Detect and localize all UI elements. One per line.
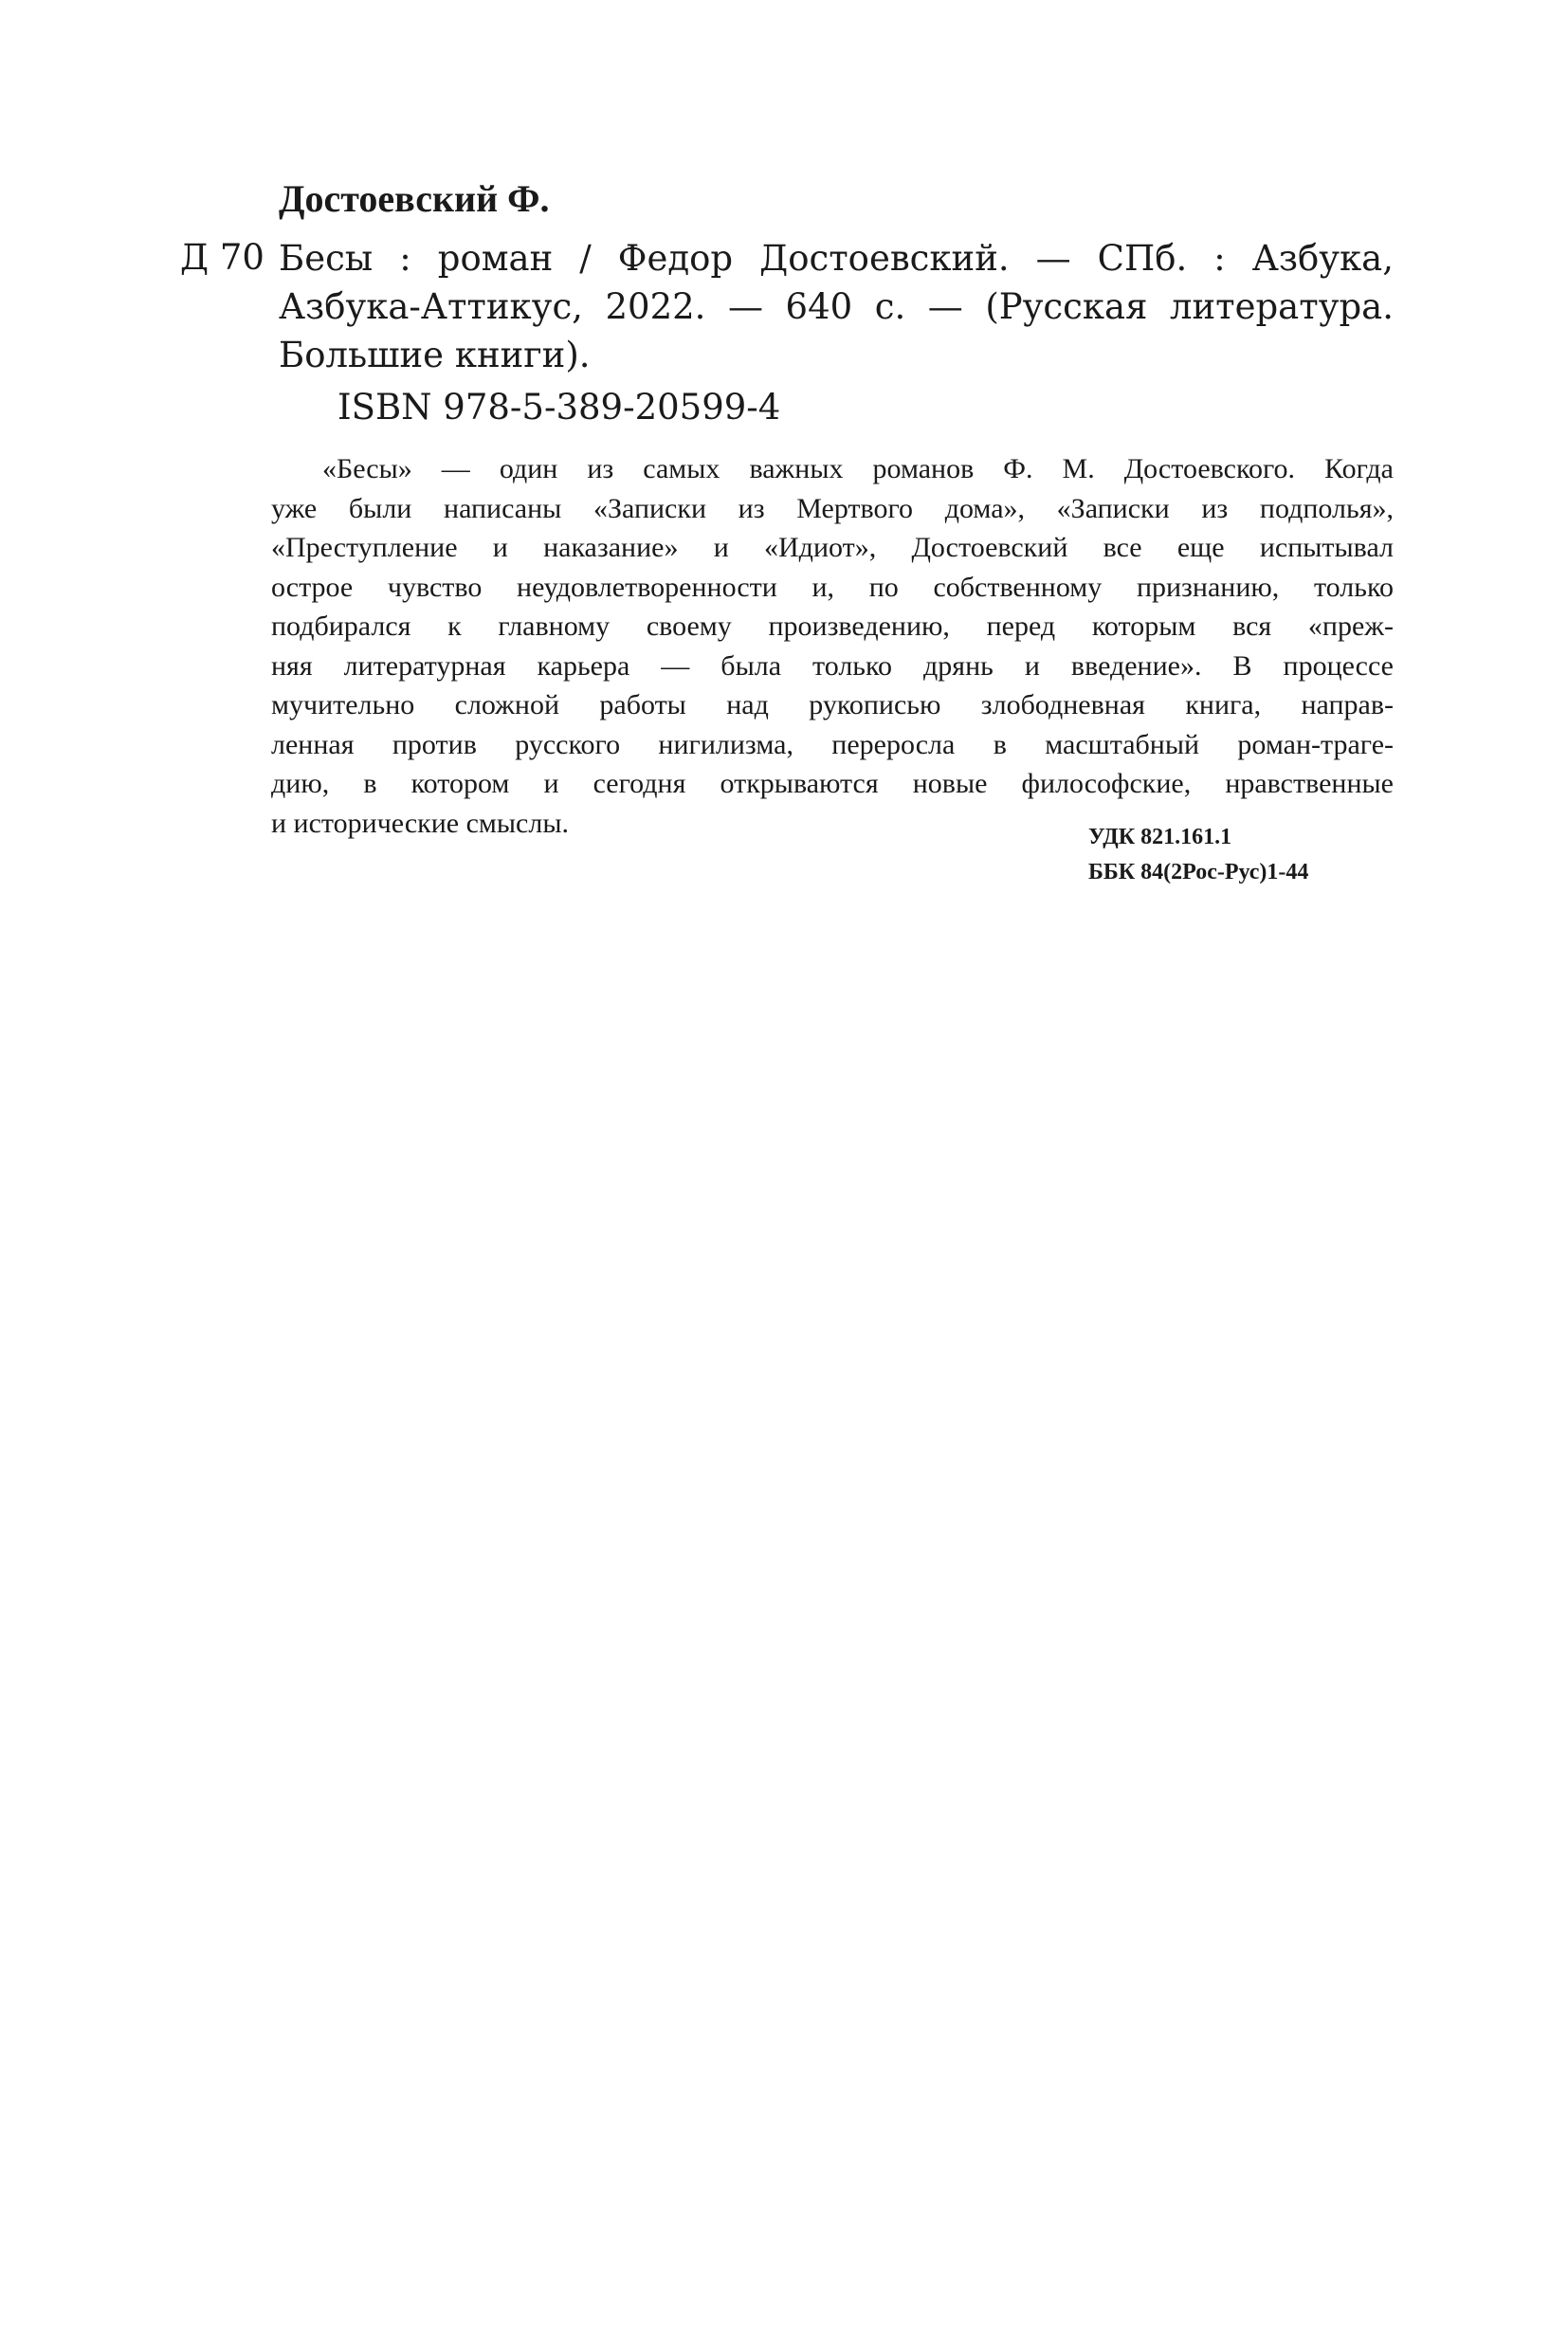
classification-indexes — [1088, 820, 1394, 890]
annotation-line: «Бесы» — один из самых важных романов Ф. М. Достоевского. Когда — [322, 453, 1394, 484]
description-line: Азбука-Аттикус, 2022. — 640 с. — (Русская литература. — [279, 286, 1394, 327]
isbn: ISBN 978-5-389-20599-4 — [337, 387, 781, 428]
description-line: Большие книги). — [279, 335, 591, 375]
annotation-line: и исторические смыслы. — [271, 807, 570, 839]
author-mark: Д 70 — [180, 237, 264, 278]
description-line: Бесы : роман / Федор Достоевский. — СПб. : Азбука, — [279, 238, 1394, 279]
annotation — [271, 449, 1394, 843]
udk-index: УДК 821.161.1 — [1088, 825, 1232, 849]
annotation-line: острое чувство неудовлетворенности и, по собственному признанию, только — [271, 571, 1394, 603]
bbk-index: ББК 84(2Рос-Рус)1-44 — [1088, 860, 1309, 884]
author-heading: Достоевский Ф. — [279, 177, 550, 220]
bibliographic-description — [279, 234, 1394, 379]
annotation-line: уже были написаны «Записки из Мертвого дома», «Записки из подполья», — [271, 492, 1394, 524]
annotation-line: дию, в котором и сегодня открываются новые философские, нравственные — [271, 768, 1394, 799]
annotation-line: подбирался к главному своему произведению, перед которым вся «преж- — [271, 611, 1394, 642]
annotation-line: няя литературная карьера — была только дрянь и введение». В процессе — [271, 649, 1394, 682]
annotation-line: мучительно сложной работы над рукописью злободневная книга, направ- — [271, 689, 1394, 720]
annotation-line: ленная против русского нигилизма, переросла в масштабный роман-траге- — [271, 728, 1394, 760]
annotation-line: «Преступление и наказание» и «Идиот», Достоевский все еще испытывал — [271, 532, 1394, 563]
